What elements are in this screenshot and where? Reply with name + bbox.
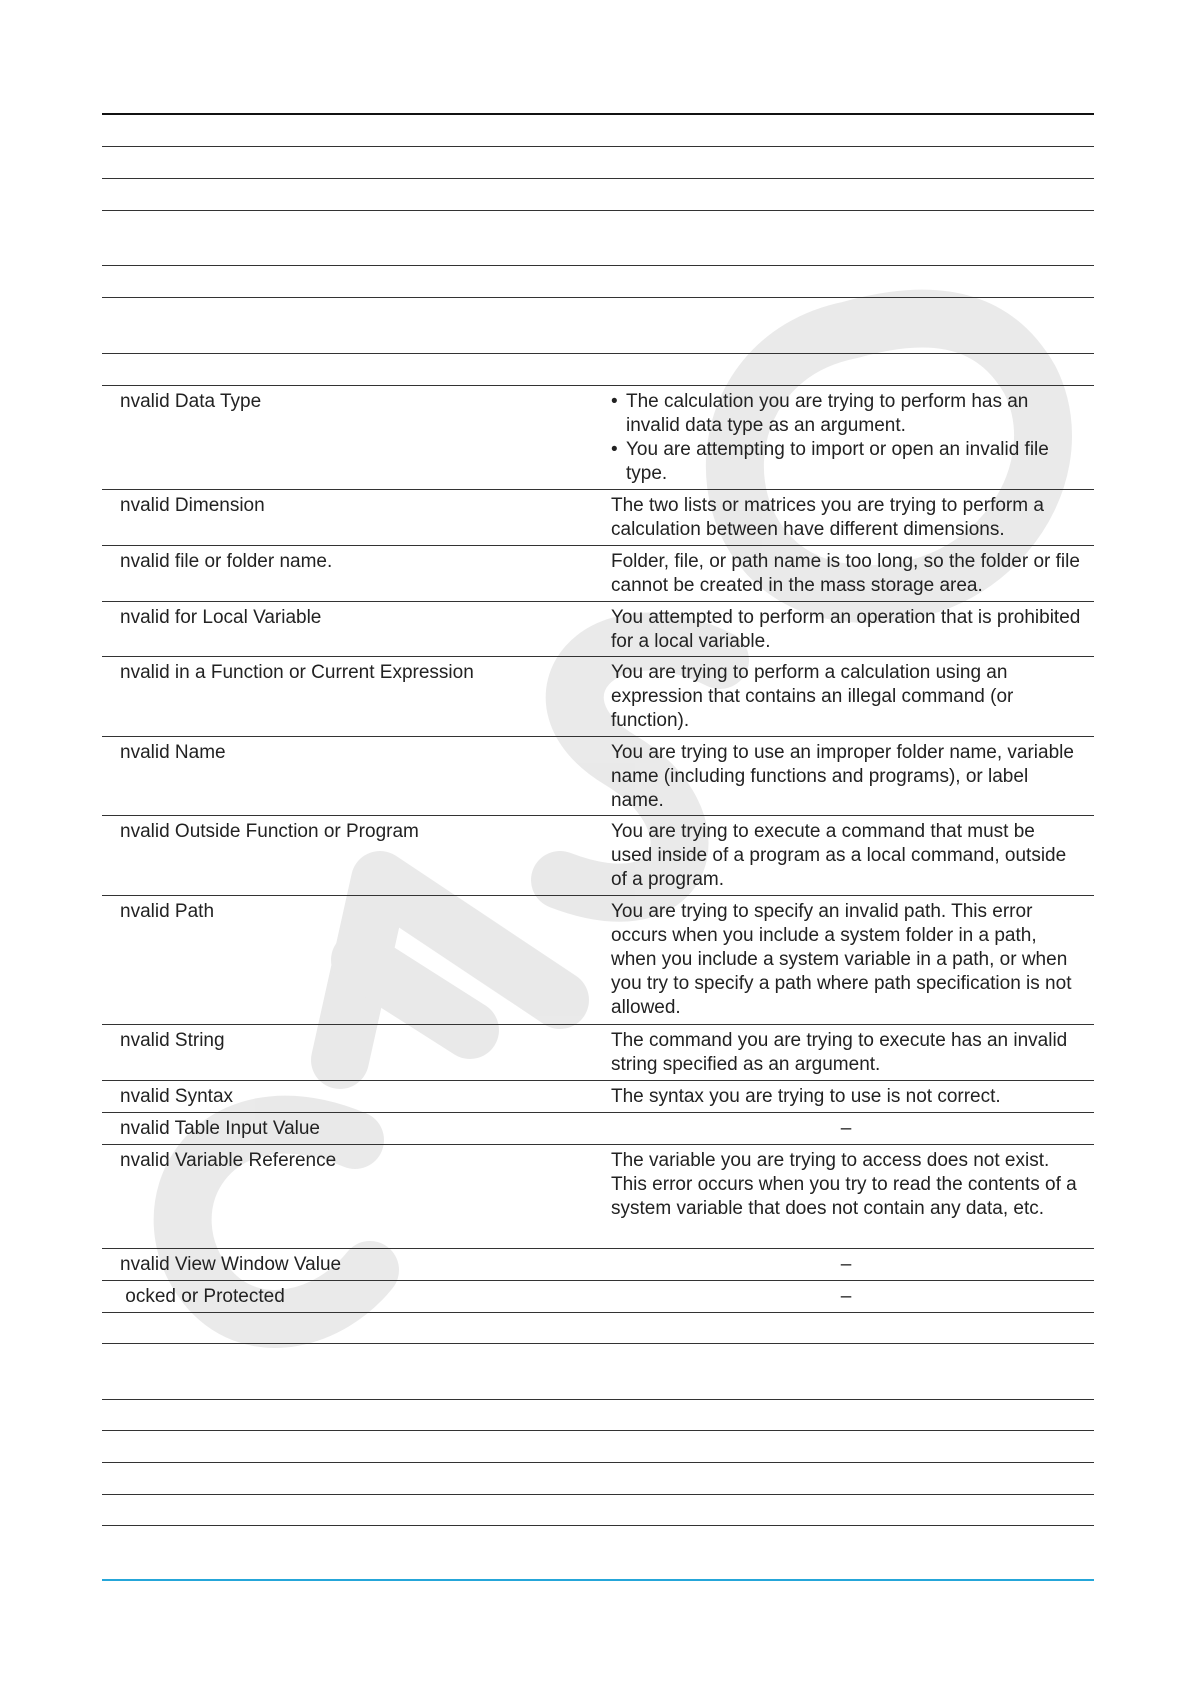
error-description: – xyxy=(840,1286,852,1307)
table-row-rule xyxy=(102,1312,1094,1313)
table-row-rule xyxy=(102,353,1094,354)
error-description xyxy=(611,390,1081,486)
table-row-rule xyxy=(102,895,1094,896)
error-description: You attempted to perform an operation that is prohibited for a local variable. xyxy=(611,607,1081,652)
error-message: nvalid View Window Value xyxy=(120,1254,342,1275)
error-description: You are trying to specify an invalid path. This error occurs when you include a system folder in a path, when you include a system variable in a path, or when you try to specify a path where path specification is not allowed. xyxy=(611,901,1072,1018)
table-row-rule xyxy=(102,146,1094,147)
error-message: nvalid file or folder name. xyxy=(120,551,333,572)
table-top-rule xyxy=(102,113,1094,115)
table-row-rule xyxy=(102,1280,1094,1281)
table-row-rule xyxy=(102,1112,1094,1113)
error-description: The syntax you are trying to use is not correct. xyxy=(611,1086,1001,1107)
error-message: nvalid for Local Variable xyxy=(120,607,322,628)
footer-rule xyxy=(102,1579,1094,1581)
table-row-rule xyxy=(102,601,1094,602)
error-message: nvalid Name xyxy=(120,742,226,763)
error-description: Folder, file, or path name is too long, so the folder or file cannot be created in the mass storage area. xyxy=(611,551,1080,596)
error-message: nvalid Outside Function or Program xyxy=(120,821,419,842)
error-description: The variable you are trying to access does not exist. This error occurs when you try to read the contents of a system variable that does not contain any data, etc. xyxy=(611,1150,1077,1219)
error-description: You are trying to perform a calculation using an expression that contains an illegal command (or function). xyxy=(611,662,1014,731)
table-row-rule xyxy=(102,178,1094,179)
table-bottom-rule xyxy=(102,1525,1094,1526)
error-message: nvalid in a Function or Current Expression xyxy=(120,662,474,683)
table-row-rule xyxy=(102,545,1094,546)
error-message: nvalid Variable Reference xyxy=(120,1150,337,1171)
table-row-rule xyxy=(102,265,1094,266)
error-message: nvalid Syntax xyxy=(120,1086,234,1107)
error-description: The command you are trying to execute has an invalid string specified as an argument. xyxy=(611,1030,1068,1075)
error-description: – xyxy=(840,1254,852,1275)
table-row-rule xyxy=(102,1494,1094,1495)
table-row-rule xyxy=(102,1144,1094,1145)
error-message: nvalid Data Type xyxy=(120,391,262,412)
table-row-rule xyxy=(102,656,1094,657)
table-row-rule xyxy=(102,1462,1094,1463)
table-row-rule xyxy=(102,1430,1094,1431)
description-bullet: • The calculation you are trying to perform has an invalid data type as an argument. xyxy=(611,390,1081,438)
table-row-rule xyxy=(102,489,1094,490)
error-message: nvalid Dimension xyxy=(120,495,265,516)
table-row-rule xyxy=(102,815,1094,816)
error-description: You are trying to use an improper folder name, variable name (including functions and programs), or label name. xyxy=(611,742,1074,811)
table-row-rule xyxy=(102,736,1094,737)
error-message: nvalid Table Input Value xyxy=(120,1118,321,1139)
error-description: – xyxy=(840,1118,852,1139)
error-message: nvalid String xyxy=(120,1030,225,1051)
error-message: nvalid Path xyxy=(120,901,215,922)
table-row-rule xyxy=(102,297,1094,298)
table-row-rule xyxy=(102,1399,1094,1400)
error-description: You are trying to execute a command that must be used inside of a program as a local command, outside of a program. xyxy=(611,821,1067,890)
error-description: The two lists or matrices you are trying to perform a calculation between have different dimensions. xyxy=(611,495,1044,540)
table-row-rule xyxy=(102,1343,1094,1344)
description-bullet: • You are attempting to import or open an invalid file type. xyxy=(611,438,1081,486)
table-row-rule xyxy=(102,385,1094,386)
table-row-rule xyxy=(102,1024,1094,1025)
table-row-rule xyxy=(102,1248,1094,1249)
table-row-rule xyxy=(102,1080,1094,1081)
error-message: ocked or Protected xyxy=(120,1286,285,1307)
table-row-rule xyxy=(102,210,1094,211)
